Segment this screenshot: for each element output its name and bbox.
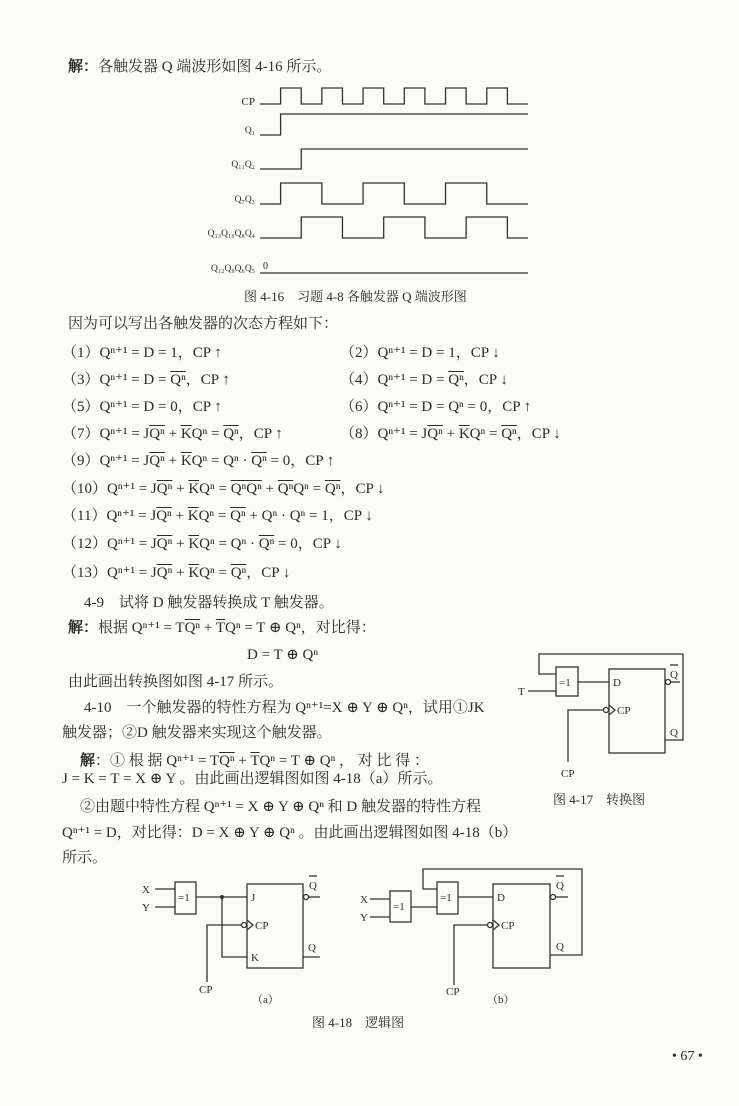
conclusion-4-9: 由此画出转换图如图 4-17 所示。	[68, 674, 283, 690]
input-t-label: T	[518, 686, 525, 698]
gate-label: =1	[178, 892, 190, 904]
page-number: • 67 •	[672, 1049, 703, 1064]
input-y: Y	[142, 902, 150, 914]
pin-cp: CP	[255, 920, 269, 932]
equation-8: $(8)Q^{n+1} = J\overline{Q^n} + \overline{K}Q^n = \overline{Q^n}$，CP ↓	[340, 426, 561, 442]
equation-4: $(4)Q^{n+1} = D = \overline{Q^n}$，CP ↓	[340, 372, 508, 388]
zero-label: 0	[263, 261, 268, 272]
equations-intro: 因为可以写出各触发器的次态方程如下：	[68, 316, 339, 332]
output-q: Q	[308, 942, 316, 954]
pin-d: D	[613, 677, 621, 689]
fig-4-18a-circuit	[142, 876, 320, 1006]
answer-4-10-line4: Qⁿ⁺¹ = D，对比得：D = X ⊕ Y ⊕ Qⁿ 。由此画出逻辑图如图 4-18（b）	[62, 825, 518, 841]
output-qbar: Q	[556, 880, 564, 892]
output-q: Q	[670, 727, 678, 739]
input-x: X	[142, 884, 150, 896]
intro-text: 各触发器 Q 端波形如图 4-16 所示。	[98, 59, 332, 75]
result-4-9: D = T ⊕ Qⁿ	[247, 647, 319, 663]
output-q: Q	[556, 941, 564, 953]
answer-label: 解：	[68, 620, 99, 636]
clk-label: CP	[561, 768, 575, 780]
answer-label: 解：	[68, 59, 99, 75]
signal-label: Q₁	[244, 126, 255, 136]
signal-label: Q₁₃Q₁₀Q₈Q₄	[207, 229, 255, 239]
input-y: Y	[360, 912, 368, 924]
sub-caption-b: （b）	[487, 994, 515, 1006]
pin-j: J	[251, 892, 256, 904]
pin-cp: CP	[501, 920, 515, 932]
equation-10: $(10)Q^{n+1} = J\overline{Q^n} + \overline{K}Q^n = Q^nQ^n + \overline{Q^n}Q^n = \overline{Q^n}$，CP ↓	[62, 481, 385, 497]
gate-label: =1	[559, 677, 571, 689]
equation-1: （1）Qⁿ⁺¹ = D = 1，CP ↑	[62, 345, 222, 361]
clk-label: CP	[446, 986, 460, 998]
answer-4-10-line3: ②由题中特性方程 Qⁿ⁺¹ = X ⊕ Y ⊕ Qⁿ 和 D 触发器的特性方程	[80, 799, 482, 815]
gate2-label: =1	[440, 892, 452, 904]
pin-d: D	[497, 892, 505, 904]
fig-4-18b-circuit	[360, 869, 582, 1006]
equation-7: $(7)Q^{n+1} = J\overline{Q^n} + \overline{K}Q^n = \overline{Q^n}$，CP ↑	[62, 426, 283, 442]
gate1-label: =1	[393, 901, 405, 913]
output-qbar: Q	[309, 880, 317, 892]
answer-4-9-text: 根据 $Q^{n+1} = T\overline{Q^n} + \overline{T}Q^n = T$ ⊕ Qⁿ，对比得：	[98, 620, 376, 636]
question-4-10-line1: 4-10 一个触发器的特性方程为 Qⁿ⁺¹=X ⊕ Y ⊕ Qⁿ，试用①JK	[84, 700, 485, 716]
fig-4-18-caption: 图 4-18 逻辑图	[312, 1015, 405, 1030]
input-x: X	[360, 894, 368, 906]
answer-4-10-line2: J = K = T = X ⊕ Y 。由此画出逻辑图如图 4-18（a）所示。	[62, 771, 443, 787]
equation-9: $(9)Q^{n+1} = J\overline{Q^n} + \overline{K}Q^n = Q^n \cdot \overline{Q^n} = 0$，CP ↑	[62, 453, 335, 469]
clk-label: CP	[199, 984, 213, 996]
sub-caption-a: （a）	[252, 994, 279, 1006]
signal-label: Q₁₁Q₂	[231, 160, 255, 170]
answer-label: 解	[80, 753, 96, 769]
question-4-10-line2: 触发器；②D 触发器来实现这个触发器。	[62, 725, 332, 741]
equation-2: （2）Qⁿ⁺¹ = D = 1，CP ↓	[340, 345, 500, 361]
fig-4-17-circuit	[518, 654, 683, 780]
signal-label: CP	[241, 96, 255, 108]
equation-12: $(12)Q^{n+1} = J\overline{Q^n} + \overline{K}Q^n = Q^n \cdot \overline{Q^n} = 0$，CP ↓	[62, 536, 342, 552]
pin-k: K	[251, 952, 259, 964]
question-4-9: 4-9 试将 D 触发器转换成 T 触发器。	[84, 595, 334, 611]
equation-3: $(3)Q^{n+1} = D = \overline{Q^n}$，CP ↑	[62, 372, 230, 388]
answer-4-10-text1: ：① 根 据 $Q^{n+1} = T\overline{Q^n} + \overline{T}Q^n = T$ ⊕ Qⁿ ， 对 比 得 ：	[95, 753, 430, 769]
equation-13: $(13)Q^{n+1} = J\overline{Q^n} + \overline{K}Q^n = \overline{Q^n}$，CP ↓	[62, 565, 291, 581]
signal-label: Q₁₂Q₉Q₆Q₅	[210, 264, 255, 274]
output-qbar: Q	[670, 669, 678, 681]
equation-11: $(11)Q^{n+1} = J\overline{Q^n} + \overline{K}Q^n = \overline{Q^n} + Q^n \cdot Q^n = 1$，CP ↓	[62, 508, 373, 524]
equation-5: （5）Qⁿ⁺¹ = D = 0，CP ↑	[62, 399, 222, 415]
fig-4-17-caption: 图 4-17 转换图	[553, 792, 646, 807]
pin-cp: CP	[617, 705, 631, 717]
signal-label: Q₇Q₃	[234, 195, 255, 205]
equation-6: （6）Qⁿ⁺¹ = D = Qⁿ = 0，CP ↑	[340, 399, 532, 415]
answer-4-10-line5: 所示。	[62, 850, 108, 866]
fig-4-16-caption: 图 4-16 习题 4-8 各触发器 Q 端波形图	[244, 289, 467, 304]
